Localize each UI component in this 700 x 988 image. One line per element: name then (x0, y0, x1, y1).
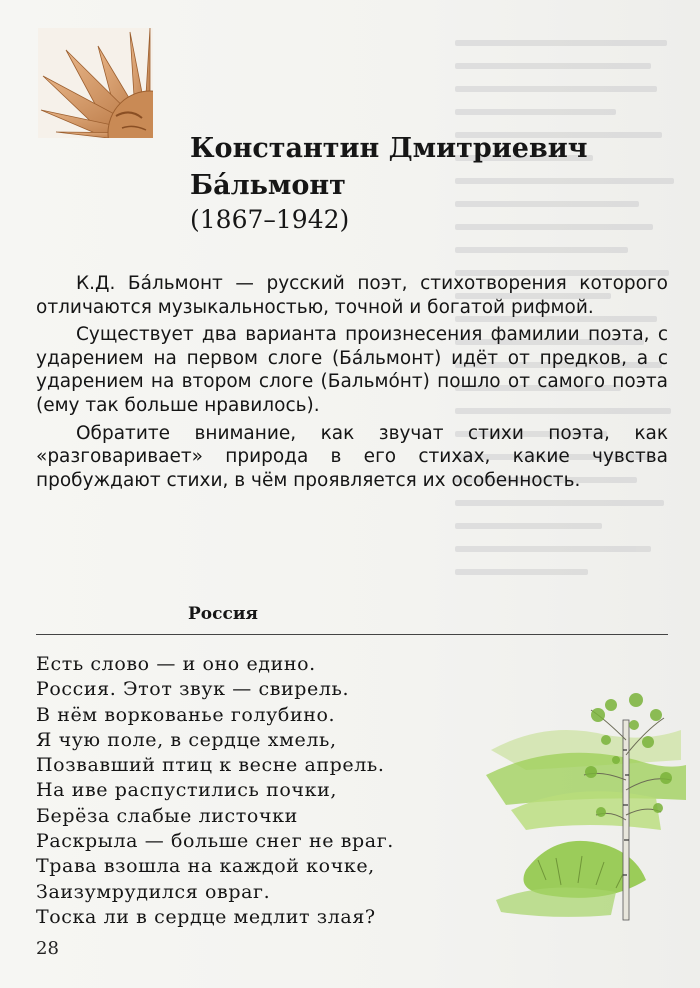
page-number: 28 (36, 938, 59, 959)
intro-text (36, 272, 668, 496)
poem-line: В нём воркованье голубино. (36, 703, 336, 726)
poem-title: Россия (188, 604, 258, 624)
author-years: (1867–1942) (190, 205, 350, 234)
paragraph-pronunciation: Существует два варианта произнесения фамилии поэта, с ударением на первом слоге (Ба́льмонт) идёт от предков, а с ударением на втором слоге (Бальмо́нт) пошло от самого поэта (ему так больше нравилось). (36, 324, 668, 416)
poem-line: Позвавший птиц к весне апрель. (36, 754, 385, 777)
poem-line: Есть слово — и оно едино. (36, 653, 316, 675)
divider (36, 634, 668, 635)
paragraph-intro: К.Д. Ба́льмонт — русский поэт, стихотворения которого отличаются музыкальностью, точной и богатой рифмой. (36, 273, 668, 318)
author-name-line2: Ба́льмонт (190, 170, 346, 201)
poem-line: Берёза слабые листочки (36, 804, 298, 827)
birch-landscape-illustration (486, 680, 686, 930)
poem-text (36, 652, 506, 930)
poem-line: На иве распустились почки, (36, 779, 337, 802)
sun-icon (38, 28, 153, 138)
author-name (190, 130, 670, 204)
poem-line: Трава взошла на каждой кочке, (36, 855, 375, 878)
poem-line: Тоска ли в сердце медлит злая? (36, 905, 376, 928)
author-name-line1: Константин Дмитриевич (190, 133, 588, 164)
poem-line: Я чую поле, в сердце хмель, (36, 728, 337, 751)
poem-line: Россия. Этот звук — свирель. (36, 678, 350, 701)
paragraph-task: Обратите внимание, как звучат стихи поэта, как «разговаривает» природа в его стихах, какие чувства пробуждают стихи, в чём проявляется их особенность. (36, 422, 668, 491)
poem-line: Заизумрудился овраг. (36, 880, 271, 903)
poem-line: Раскрыла — больше снег не враг. (36, 830, 394, 853)
